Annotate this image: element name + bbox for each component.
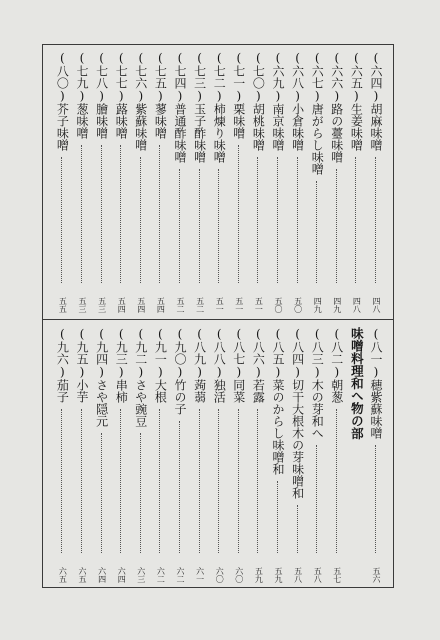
- toc-bottom-section: [43, 321, 393, 589]
- page-number: 五三: [78, 297, 87, 313]
- entry-title: (七三)玉子酢味噌: [192, 51, 207, 163]
- dot-leader: [61, 157, 62, 283]
- toc-entry: [191, 321, 209, 589]
- dot-leader: [257, 409, 258, 553]
- dot-leader: [159, 409, 160, 553]
- toc-entry: [249, 321, 267, 589]
- entry-title: (九四)さや隠元: [94, 327, 109, 427]
- page-number: 四八: [352, 297, 362, 313]
- entry-title: (六四)胡麻味噌: [369, 51, 383, 151]
- dot-leader: [375, 157, 376, 283]
- page-number: 五六: [372, 567, 381, 583]
- entry-title: (七〇)胡桃味噌: [251, 51, 266, 151]
- toc-entry: [230, 45, 248, 319]
- dot-leader: [316, 181, 317, 283]
- entry-title: (七六)紫蘇味噌: [133, 51, 148, 151]
- entry-title: (八九)蒟蒻: [192, 327, 207, 403]
- page-number: 五一: [215, 297, 225, 313]
- toc-entry: [93, 321, 111, 589]
- dot-leader: [218, 409, 219, 553]
- table-of-contents-frame: [42, 44, 394, 588]
- dot-leader: [179, 169, 180, 283]
- page-number: 六四: [117, 567, 127, 583]
- entry-title: (七七)蕗味噌: [114, 51, 129, 139]
- toc-entry: [308, 45, 326, 319]
- page-number: 五八: [293, 567, 303, 583]
- dot-leader: [257, 157, 258, 283]
- entry-title: (九二)さや豌豆: [133, 327, 148, 427]
- entry-title: (八七)同菜: [231, 327, 246, 403]
- page-number: 六〇: [234, 567, 244, 583]
- entry-title: (七五)蓼味噌: [153, 51, 168, 139]
- toc-entry: [269, 45, 287, 319]
- toc-entry: [289, 321, 307, 589]
- entry-title: (九一)大根: [153, 327, 168, 403]
- page-number: 五一: [254, 297, 264, 313]
- entry-title: (六九)南京味噌: [271, 51, 285, 151]
- dot-leader: [297, 505, 298, 553]
- toc-entry: [328, 45, 346, 319]
- entry-title: (六八)小倉味噌: [290, 51, 305, 151]
- page-number: 五九: [254, 567, 264, 583]
- entry-title: (九〇)竹の子: [173, 327, 187, 415]
- entry-title: (九五)小芋: [75, 327, 89, 403]
- entry-title: (九六)茄子: [55, 327, 70, 403]
- entry-title: (六六)路の薹味噌: [329, 51, 344, 163]
- dot-leader: [277, 481, 278, 553]
- page-number: 五七: [332, 567, 342, 583]
- dot-leader: [297, 157, 298, 283]
- toc-entry: [347, 45, 365, 319]
- page-number: 五三: [97, 297, 107, 313]
- page-number: 五八: [313, 567, 323, 583]
- dot-leader: [199, 169, 200, 283]
- dot-leader: [238, 145, 239, 283]
- page-number: 六三: [136, 567, 146, 583]
- entry-title: (七八)膾味噌: [94, 51, 109, 139]
- dot-leader: [140, 157, 141, 283]
- dot-leader: [61, 409, 62, 553]
- toc-entry: [112, 45, 130, 319]
- page-number: 五九: [274, 567, 283, 583]
- page-number: 四八: [372, 297, 381, 313]
- dot-leader: [238, 409, 239, 553]
- dot-leader: [316, 445, 317, 553]
- entry-title: (八三)木の芽和へ: [310, 327, 325, 439]
- entry-title: (八四)切干大根木の芽味噌和: [290, 327, 305, 499]
- page-number: 五二: [195, 297, 205, 313]
- page-number: 四九: [313, 297, 323, 313]
- entry-title: (七四)普通酢味噌: [173, 51, 187, 163]
- dot-leader: [140, 433, 141, 553]
- page-number: 六一: [195, 567, 205, 583]
- dot-leader: [101, 433, 102, 553]
- toc-entry: [328, 321, 346, 589]
- entry-title: (八二)朝葱: [329, 327, 344, 403]
- dot-leader: [336, 169, 337, 283]
- toc-entry: [53, 321, 71, 589]
- toc-entry: [73, 321, 91, 589]
- toc-entry: [93, 45, 111, 319]
- dot-leader: [355, 157, 356, 283]
- page-number: 五〇: [274, 297, 283, 313]
- page-number: 六五: [78, 567, 87, 583]
- toc-entry: [308, 321, 326, 589]
- page-number: 五一: [234, 297, 244, 313]
- page-number: 六二: [156, 567, 166, 583]
- entry-title: (七一)栗味噌: [231, 51, 246, 139]
- toc-entry: [230, 321, 248, 589]
- dot-leader: [277, 157, 278, 283]
- page-number: 六五: [58, 567, 68, 583]
- dot-leader: [159, 145, 160, 283]
- entry-title: (八一)穂紫蘇味噌: [369, 327, 383, 439]
- toc-entry: [171, 45, 189, 319]
- toc-entry: [151, 321, 169, 589]
- page-number: 五四: [136, 297, 146, 313]
- page-number: 四九: [332, 297, 342, 313]
- dot-leader: [120, 409, 121, 553]
- page-number: 五二: [176, 297, 185, 313]
- toc-entry: [191, 45, 209, 319]
- entry-title: (八八)独活: [212, 327, 227, 403]
- toc-entry: [151, 45, 169, 319]
- toc-entry: [367, 45, 385, 319]
- toc-entry: [171, 321, 189, 589]
- toc-top-section: [43, 45, 393, 319]
- section-heading: 味噌料理和へ物の部: [349, 327, 365, 440]
- dot-leader: [81, 145, 82, 283]
- toc-entry: [112, 321, 130, 589]
- entry-title: (七九)葱味噌: [75, 51, 89, 139]
- dot-leader: [101, 145, 102, 283]
- dot-leader: [336, 409, 337, 553]
- page-number: 五五: [58, 297, 68, 313]
- dot-leader: [120, 145, 121, 283]
- dot-leader: [81, 409, 82, 553]
- page-number: 五四: [156, 297, 166, 313]
- page-number: 六四: [97, 567, 107, 583]
- dot-leader: [218, 169, 219, 283]
- toc-entry: [53, 45, 71, 319]
- toc-entry: [249, 45, 267, 319]
- entry-title: (七二)柿煉り味噌: [212, 51, 227, 163]
- entry-title: (八五)菜のからし味噌和: [271, 327, 285, 475]
- page-number: 六〇: [215, 567, 225, 583]
- entry-title: (八〇)芥子味噌: [55, 51, 70, 151]
- entry-title: (六七)唐がらし味噌: [310, 51, 325, 175]
- toc-entry: [210, 45, 228, 319]
- toc-entry: [347, 321, 365, 589]
- toc-entry: [210, 321, 228, 589]
- entry-title: (六五)生姜味噌: [349, 51, 364, 151]
- dot-leader: [179, 421, 180, 553]
- dot-leader: [375, 445, 376, 553]
- entry-title: (九三)串柿: [114, 327, 129, 403]
- toc-entry: [73, 45, 91, 319]
- section-divider: [43, 319, 393, 320]
- page-number: 五四: [117, 297, 127, 313]
- toc-entry: [367, 321, 385, 589]
- dot-leader: [199, 409, 200, 553]
- page-number: 六二: [176, 567, 185, 583]
- page-number: 五〇: [293, 297, 303, 313]
- toc-entry: [132, 321, 150, 589]
- toc-entry: [289, 45, 307, 319]
- toc-entry: [132, 45, 150, 319]
- entry-title: (八六)若露: [251, 327, 266, 403]
- toc-entry: [269, 321, 287, 589]
